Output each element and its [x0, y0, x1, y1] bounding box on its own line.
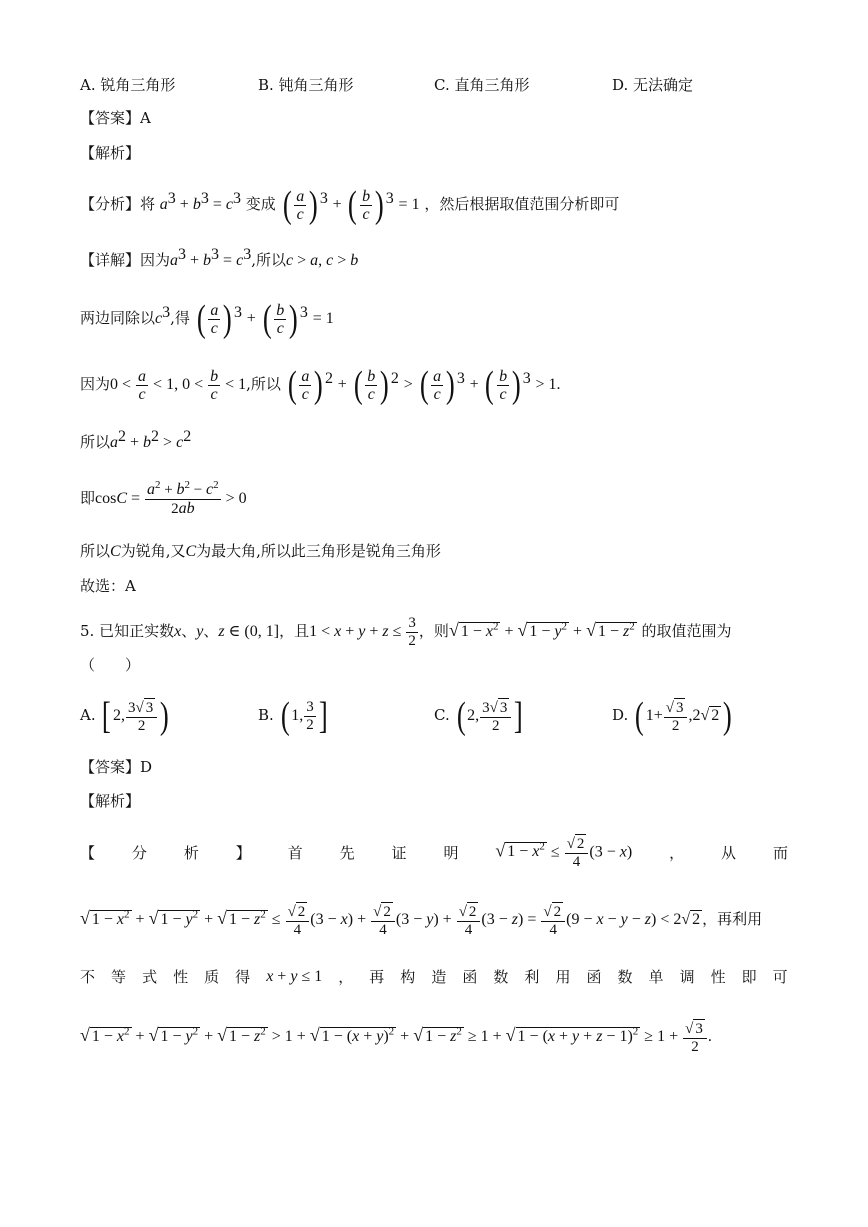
q5-line2-tail: ，再利用: [702, 910, 763, 928]
q4-analysis-heading: 【解析】: [80, 144, 141, 162]
q5-stem: 5. 已知正实数x、y、z ∈ (0, 1]，且1 < x + y + z ≤ $\frac{3}{2}$ ，则√ $1 - x^2$ + √ $1 - y^2$ + √ $1 - z^2$ 的取值范围为: [80, 614, 732, 649]
q5-stem-1: 5. 已知正实数: [80, 622, 175, 640]
q5-option-d: D. ( 1+ $\frac{√ 3}{2}$ ,2√ 2 ): [612, 695, 733, 737]
q5-stem-4: 的取值范围为: [641, 622, 732, 640]
q5-char: 再: [369, 967, 385, 986]
q4-divide-label: 两边同除以: [80, 309, 156, 327]
q4-so-label: 所以: [80, 433, 111, 451]
q5-char: 不: [80, 967, 96, 986]
q5-char: ，: [338, 967, 354, 986]
q5-char: 【: [80, 843, 96, 862]
q5-char: 先: [339, 843, 355, 862]
q4-detail-line: 【详解】因为$a^3 + b^3 = c^3$,所以c > a, c > b: [80, 246, 359, 269]
q5-char: 函: [462, 967, 478, 986]
q5-char: 析: [183, 843, 199, 862]
q5-char: 性: [710, 967, 726, 986]
q5-char: 用: [555, 967, 571, 986]
q5-fenxi-line1: [80, 826, 788, 878]
q5-option-a: A. [ 2, $\frac{3√ 3}{2}$ ): [80, 695, 170, 737]
q5-option-c: C. ( 2, $\frac{3√ 3}{2}$ ]: [434, 695, 524, 737]
q4-option-c: C. 直角三角形: [434, 76, 530, 94]
q5-option-c-label: C.: [434, 706, 450, 724]
q5-char: 造: [431, 967, 447, 986]
q5-char: 分: [131, 843, 147, 862]
q5-char: 从: [721, 843, 737, 862]
q5-inequality-1: √ $1 - x^2$ ≤ $\frac{√ 2}{4}$ (3 − x): [495, 835, 633, 870]
q5-char: 式: [142, 967, 158, 986]
q5-char: 得: [235, 967, 251, 986]
q4-because-line: 因为0 < $\frac{a}{c}$ < 1, 0 < $\frac{b}{c}$ < 1,所以 ( $\frac{a}{c}$ ) $^2$ + ( $\frac{b}{c}$ ) $^2$ > ( $\frac{a}{c}$ ) $^3$ + ( $\frac{b}{c}$ ) $^3$ > 1.: [80, 364, 561, 406]
q4-ji-label: 即: [80, 489, 96, 507]
q4-so-line: 所以$a^2 + b^2 > c^2$: [80, 428, 192, 451]
q5-char: 数: [617, 967, 633, 986]
q5-stem-2: ，且: [279, 622, 310, 640]
q4-conclusion-1: 所以: [80, 542, 111, 560]
q4-conclusion: 所以C为锐角,又C为最大角,所以此三角形是锐角三角形: [80, 542, 441, 560]
q5-char: 即: [741, 967, 757, 986]
q5-char: 而: [772, 843, 788, 862]
q5-option-d-label: D.: [612, 706, 629, 724]
q5-answer: 【答案】D: [80, 758, 153, 776]
q4-fenxi-tail: ，然后根据取值范围分析即可: [424, 195, 620, 213]
q4-fenxi-mid: 变成: [245, 195, 276, 213]
q5-char: 性: [173, 967, 189, 986]
q5-char: 明: [443, 843, 459, 862]
q4-suoyi-label: ,所以: [246, 375, 281, 393]
q5-analysis-heading: 【解析】: [80, 792, 141, 810]
q5-char: 构: [400, 967, 416, 986]
q5-char: 等: [111, 967, 127, 986]
q4-option-d: D. 无法确定: [612, 76, 694, 94]
q4-because-label: 因为: [80, 375, 111, 393]
q5-char: 首: [287, 843, 303, 862]
q5-fenxi-line4: √ $1 - x^2$ + √ $1 - y^2$ + √ $1 - z^2 > 1$ + √ $1 - (x + y)^2$ + √ $1 - z^2 \ge 1$ + √ $1 - (x + y + z - 1)^2 \ge 1$ + $\frac{√ 3}{2}$ .: [80, 1020, 712, 1055]
q4-cos-line: 即cosC = $\frac{a^2 + b^2 - c^2}{2ab}$ > 0: [80, 478, 247, 517]
q5-char: 调: [679, 967, 695, 986]
q5-char: 】: [235, 843, 251, 862]
q4-detail-so: ,所以: [251, 251, 286, 269]
q5-option-b-label: B.: [258, 706, 274, 724]
q5-char: 证: [391, 843, 407, 862]
q5-option-a-label: A.: [80, 706, 96, 724]
q4-answer: 【答案】A: [80, 109, 151, 127]
q5-char: 单: [648, 967, 664, 986]
q4-fenxi-label: 【分析】将: [80, 195, 156, 213]
q4-de-label: ,得: [170, 309, 190, 327]
q5-char: 数: [493, 967, 509, 986]
q5-char: 质: [204, 967, 220, 986]
q4-option-b: B. 钝角三角形: [258, 76, 354, 94]
q4-conclusion-3: 为最大角,所以此三角形是锐角三角形: [196, 542, 441, 560]
q5-char: ，: [669, 843, 685, 862]
q5-fenxi-line3: [80, 964, 788, 988]
q5-char: 利: [524, 967, 540, 986]
q5-inequality-xy: x + y ≤ 1: [266, 967, 323, 985]
q5-stem-3: ，则: [418, 622, 449, 640]
q4-choice: 故选：A: [80, 577, 136, 595]
q4-conclusion-2: 为锐角,又: [120, 542, 186, 560]
q5-blank: （ ）: [80, 656, 141, 674]
q4-detail-label: 【详解】因为: [80, 251, 171, 269]
q5-char: 可: [772, 967, 788, 986]
q4-divide-line: 两边同除以$c^3$,得 ( $\frac{a}{c}$ ) $^3$ + ( $\frac{b}{c}$ ) $^3$ = 1: [80, 298, 334, 340]
q5-fenxi-line2: √ $1 - x^2$ + √ $1 - y^2$ + √ $1 - z^2$ ≤ $\frac{√ 2}{4}$ (3 − x) + $\frac{√ 2}{4}$ (3 − y) + $\frac{√ 2}{4}$ (3 − z) = $\frac{√ 2}{4}$ (9 − x − y − z) < 2√ 2 ，再利用: [80, 903, 763, 938]
q4-fenxi-line: 【分析】将 $a^3 + b^3 = c^3$ 变成 ( $\frac{a}{c}$ ) $^3$ + ( $\frac{b}{c}$ ) $^3$ = 1 ，然后根据取值范围分析即可: [80, 184, 620, 226]
q5-option-b: B. ( 1, $\frac{3}{2}$ ]: [258, 695, 328, 737]
q5-char: 函: [586, 967, 602, 986]
q4-option-a: A. 锐角三角形: [80, 76, 176, 94]
